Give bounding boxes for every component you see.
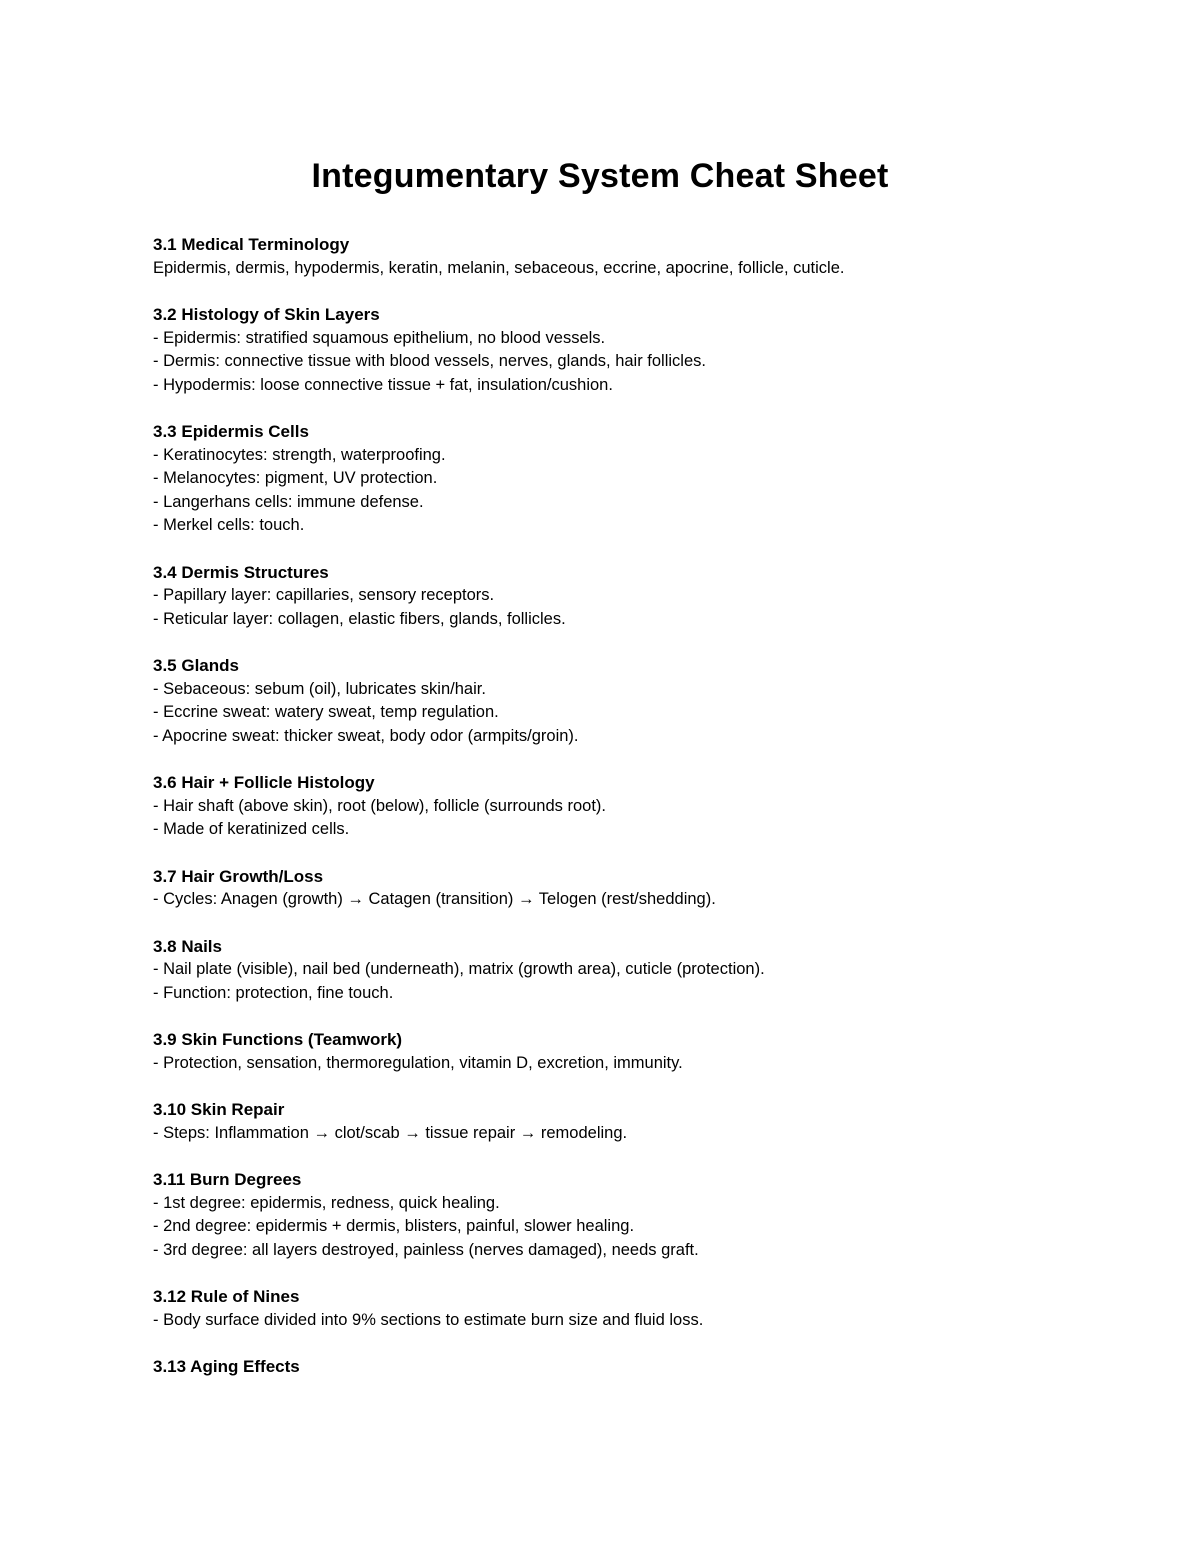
section-line: - Langerhans cells: immune defense. — [153, 492, 424, 511]
section-line: Epidermis, dermis, hypodermis, keratin, melanin, sebaceous, eccrine, apocrine, follicle, cuticle. — [153, 258, 845, 277]
document-title: Integumentary System Cheat Sheet — [311, 157, 889, 195]
section-heading: 3.5 Glands — [153, 656, 239, 675]
section-line: - Protection, sensation, thermoregulation, vitamin D, excretion, immunity. — [153, 1053, 683, 1072]
section-heading: 3.4 Dermis Structures — [153, 562, 329, 582]
section-heading: 3.9 Skin Functions (Teamwork) — [153, 1030, 403, 1049]
section-line: - Hypodermis: loose connective tissue + fat, insulation/cushion. — [153, 375, 613, 394]
section-line: - Steps: Inflammation → clot/scab → tissue repair → remodeling. — [153, 1123, 628, 1142]
section-heading: 3.6 Hair + Follicle Histology — [153, 773, 375, 792]
section-line: - Reticular layer: collagen, elastic fibers, glands, follicles. — [153, 609, 566, 628]
section-line: - Merkel cells: touch. — [153, 516, 305, 534]
section-heading: 3.12 Rule of Nines — [153, 1287, 300, 1306]
section-line: - Made of keratinized cells. — [153, 820, 350, 838]
document-body — [153, 233, 1133, 1402]
section-line: - Eccrine sweat: watery sweat, temp regulation. — [153, 703, 499, 721]
section-hair-growth-loss — [153, 865, 1133, 912]
section-line: - 1st degree: epidermis, redness, quick healing. — [153, 1193, 500, 1212]
section-line: - Epidermis: stratified squamous epithelium, no blood vessels. — [153, 328, 606, 347]
section-dermis-structures — [153, 561, 1133, 632]
section-heading: 3.7 Hair Growth/Loss — [153, 866, 324, 886]
section-heading: 3.11 Burn Degrees — [153, 1170, 302, 1189]
section-glands — [153, 654, 1133, 748]
section-line: - 2nd degree: epidermis + dermis, blisters, painful, slower healing. — [153, 1217, 635, 1235]
section-line: - Function: protection, fine touch. — [153, 983, 394, 1002]
section-line: - Hair shaft (above skin), root (below), follicle (surrounds root). — [153, 796, 606, 815]
section-heading: 3.10 Skin Repair — [153, 1100, 285, 1119]
section-heading: 3.13 Aging Effects — [153, 1357, 300, 1376]
section-line: - Apocrine sweat: thicker sweat, body odor (armpits/groin). — [153, 726, 579, 745]
section-rule-of-nines — [153, 1285, 1133, 1332]
section-line: - Papillary layer: capillaries, sensory receptors. — [153, 586, 495, 604]
section-line: - Melanocytes: pigment, UV protection. — [153, 469, 438, 487]
section-skin-repair — [153, 1098, 1133, 1145]
section-heading: 3.3 Epidermis Cells — [153, 422, 309, 441]
section-burn-degrees — [153, 1168, 1133, 1262]
section-line: - Keratinocytes: strength, waterproofing. — [153, 445, 446, 464]
section-nails — [153, 935, 1133, 1006]
section-line: - Nail plate (visible), nail bed (underneath), matrix (growth area), cuticle (protection). — [153, 960, 765, 978]
section-line: - Body surface divided into 9% sections to estimate burn size and fluid loss. — [153, 1310, 704, 1329]
section-heading: 3.2 Histology of Skin Layers — [153, 305, 380, 324]
section-medical-terminology — [153, 233, 1133, 280]
section-line: - 3rd degree: all layers destroyed, painless (nerves damaged), needs graft. — [153, 1240, 699, 1259]
section-aging-effects — [153, 1355, 1133, 1379]
section-heading: 3.1 Medical Terminology — [153, 235, 350, 254]
section-line: - Sebaceous: sebum (oil), lubricates skin/hair. — [153, 679, 486, 698]
section-heading: 3.8 Nails — [153, 936, 222, 956]
section-skin-functions — [153, 1028, 1133, 1075]
section-hair-follicle-histology — [153, 771, 1133, 842]
section-epidermis-cells — [153, 420, 1133, 538]
section-line: - Dermis: connective tissue with blood vessels, nerves, glands, hair follicles. — [153, 352, 706, 370]
section-histology-skin-layers — [153, 303, 1133, 397]
section-line: - Cycles: Anagen (growth) → Catagen (transition) → Telogen (rest/shedding). — [153, 890, 716, 908]
